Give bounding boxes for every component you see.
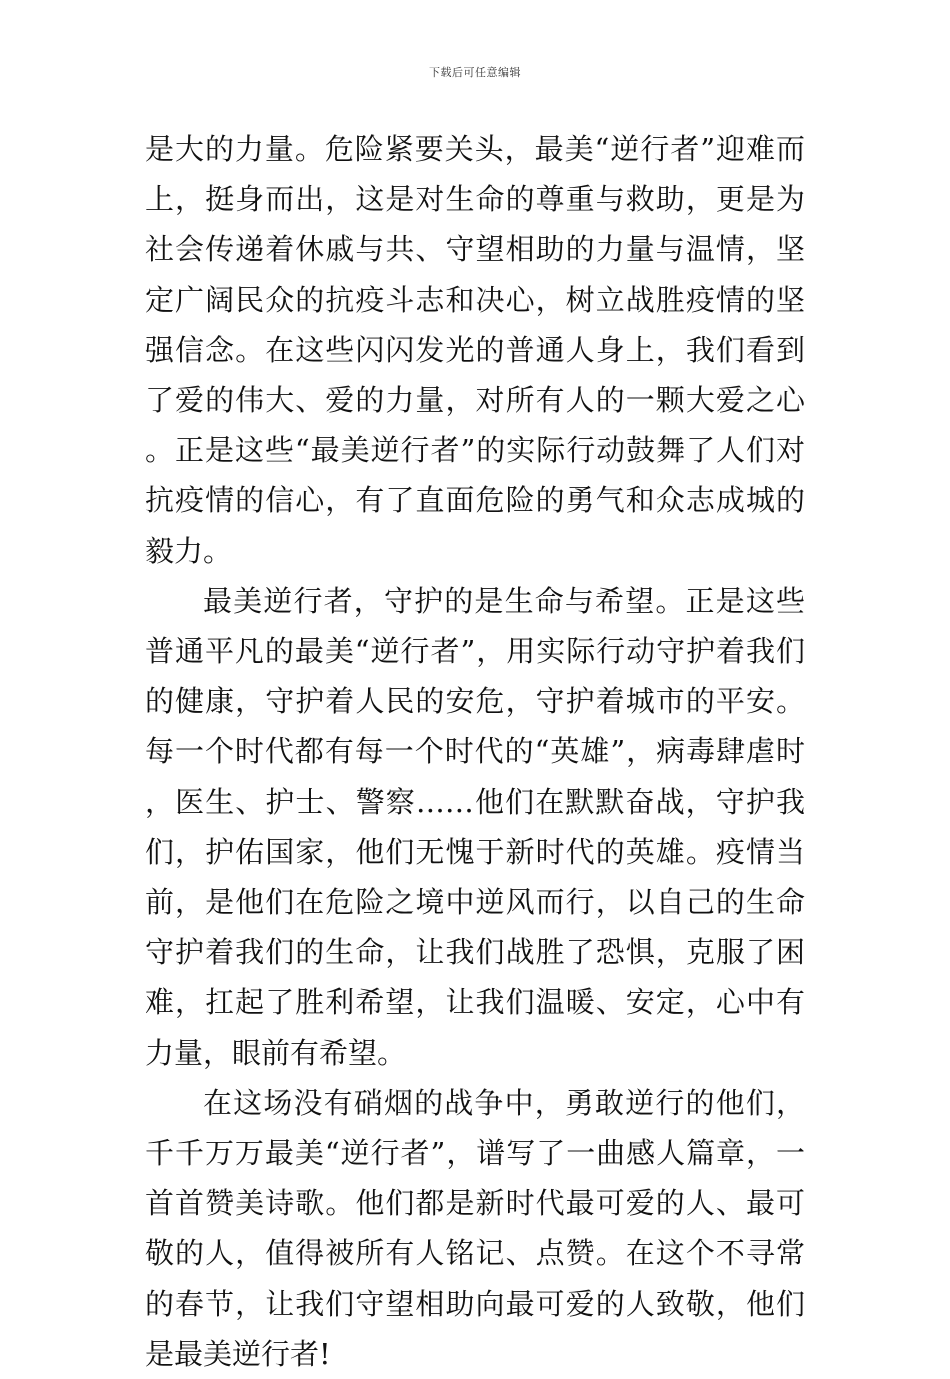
paragraph-3: 在这场没有硝烟的战争中，勇敢逆行的他们，千千万万最美“逆行者”，谱写了一曲感人篇章，一首首赞美诗歌。他们都是新时代最可爱的人、最可敬的人，值得被所有人铭记、点赞。在这个不寻常的春节，让我们守望相助向最可爱的人致敬，他们是最美逆行者! <box>145 1085 805 1371</box>
page-header: 下载后可任意编辑 <box>429 66 521 79</box>
document-body <box>145 124 805 1379</box>
paragraph-2: 最美逆行者，守护的是生命与希望。正是这些普通平凡的最美“逆行者”，用实际行动守护着我们的健康，守护着人民的安危，守护着城市的平安。每一个时代都有每一个时代的“英雄”，病毒肆虐时，医生、护士、警察……他们在默默奋战，守护我们，护佑国家，他们无愧于新时代的英雄。疫情当前，是他们在危险之境中逆风而行，以自己的生命守护着我们的生命，让我们战胜了恐惧，克服了困难，扛起了胜利希望，让我们温暖、安定，心中有力量，眼前有希望。 <box>145 583 805 1070</box>
paragraph-1: 是大的力量。危险紧要关头，最美“逆行者”迎难而上，挺身而出，这是对生命的尊重与救助，更是为社会传递着休戚与共、守望相助的力量与温情，坚定广阔民众的抗疫斗志和决心，树立战胜疫情的坚强信念。在这些闪闪发光的普通人身上，我们看到了爱的伟大、爱的力量，对所有人的一颗大爱之心。正是这些“最美逆行者”的实际行动鼓舞了人们对抗疫情的信心，有了直面危险的勇气和众志成城的毅力。 <box>145 132 805 568</box>
